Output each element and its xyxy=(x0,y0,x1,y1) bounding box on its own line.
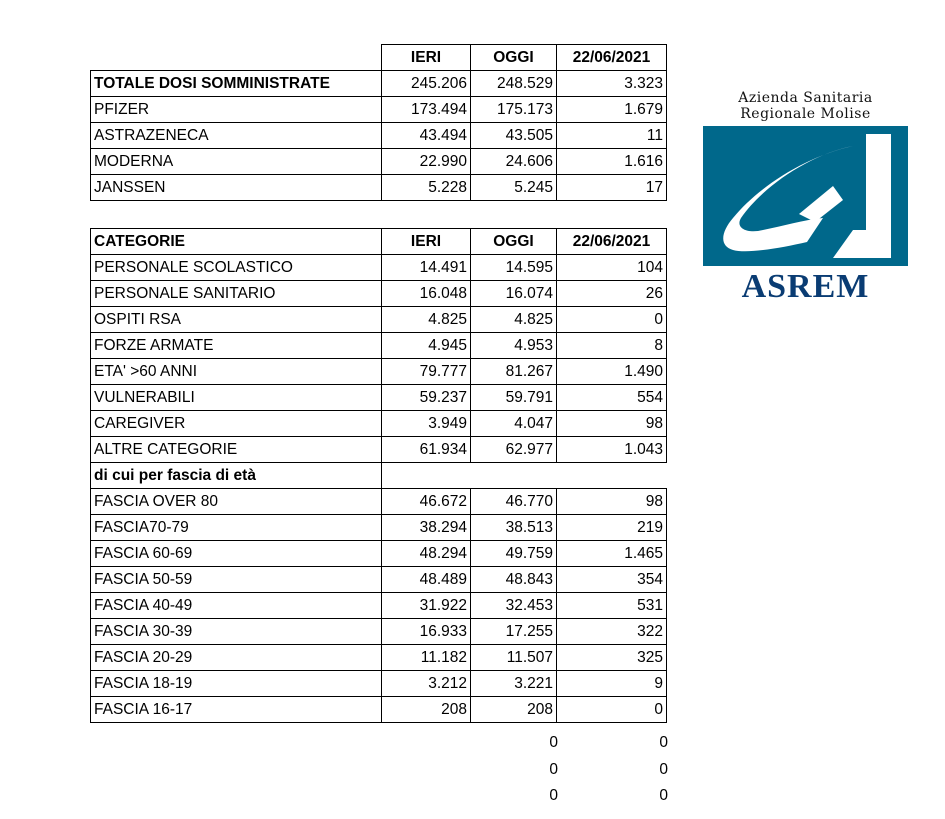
table-row xyxy=(91,97,667,123)
oggi-value: 43.505 xyxy=(471,123,557,149)
ieri-value: 31.922 xyxy=(382,593,471,619)
row-label: ETA' >60 ANNI xyxy=(91,359,382,385)
delta-value: 1.465 xyxy=(557,541,667,567)
table-row xyxy=(91,697,667,723)
ieri-value: 5.228 xyxy=(382,175,471,201)
delta-value: 554 xyxy=(557,385,667,411)
oggi-value: 24.606 xyxy=(471,149,557,175)
ieri-value: 4.945 xyxy=(382,333,471,359)
ieri-value: 208 xyxy=(382,697,471,723)
categories-header: CATEGORIE xyxy=(91,229,382,255)
table-row xyxy=(91,123,667,149)
oggi-value: 17.255 xyxy=(471,619,557,645)
col-header-date: 22/06/2021 xyxy=(557,45,667,71)
row-label: FASCIA 20-29 xyxy=(91,645,382,671)
ieri-value: 4.825 xyxy=(382,307,471,333)
delta-value: 17 xyxy=(557,175,667,201)
table-row xyxy=(91,71,667,97)
ieri-value: 43.494 xyxy=(382,123,471,149)
delta-value: 0 xyxy=(659,787,668,804)
table-row xyxy=(91,333,667,359)
ieri-value: 3.949 xyxy=(382,411,471,437)
oggi-value: 81.267 xyxy=(471,359,557,385)
row-label: FASCIA 60-69 xyxy=(91,541,382,567)
row-label: FASCIA70-79 xyxy=(91,515,382,541)
col-header-date: 22/06/2021 xyxy=(557,229,667,255)
table-header-row xyxy=(91,45,667,71)
oggi-value: 0 xyxy=(549,787,558,804)
ieri-value: 46.672 xyxy=(382,489,471,515)
delta-value: 98 xyxy=(557,411,667,437)
delta-value: 104 xyxy=(557,255,667,281)
ieri-value: 22.990 xyxy=(382,149,471,175)
ieri-value: 14.491 xyxy=(382,255,471,281)
empty-corner-cell xyxy=(91,45,382,71)
table-row xyxy=(91,567,667,593)
table-row xyxy=(91,593,667,619)
delta-value: 531 xyxy=(557,593,667,619)
row-label: PERSONALE SANITARIO xyxy=(91,281,382,307)
delta-value: 9 xyxy=(557,671,667,697)
delta-value: 322 xyxy=(557,619,667,645)
delta-value: 8 xyxy=(557,333,667,359)
row-label: FASCIA OVER 80 xyxy=(91,489,382,515)
ieri-value: 11.182 xyxy=(382,645,471,671)
col-header-oggi: OGGI xyxy=(471,229,557,255)
table-row xyxy=(91,149,667,175)
ieri-value: 59.237 xyxy=(382,385,471,411)
trailing-zeros xyxy=(475,730,671,810)
ieri-value: 48.489 xyxy=(382,567,471,593)
logo-s-icon xyxy=(703,126,908,266)
delta-value: 26 xyxy=(557,281,667,307)
table-row xyxy=(475,783,671,810)
delta-value: 11 xyxy=(557,123,667,149)
row-label: FASCIA 18-19 xyxy=(91,671,382,697)
table-header-row xyxy=(91,229,667,255)
table-row xyxy=(91,645,667,671)
delta-value: 3.323 xyxy=(557,71,667,97)
delta-value: 1.616 xyxy=(557,149,667,175)
col-header-ieri: IERI xyxy=(382,45,471,71)
row-label: MODERNA xyxy=(91,149,382,175)
table-row xyxy=(91,385,667,411)
table-row xyxy=(91,281,667,307)
ieri-value: 79.777 xyxy=(382,359,471,385)
logo-line-2: Regionale Molise xyxy=(740,106,871,122)
oggi-value: 38.513 xyxy=(471,515,557,541)
table-row xyxy=(91,175,667,201)
oggi-value: 59.791 xyxy=(471,385,557,411)
ieri-value: 48.294 xyxy=(382,541,471,567)
oggi-value: 49.759 xyxy=(471,541,557,567)
ieri-value: 3.212 xyxy=(382,671,471,697)
ieri-value: 16.048 xyxy=(382,281,471,307)
oggi-value: 46.770 xyxy=(471,489,557,515)
empty-subheader-cells xyxy=(382,463,667,489)
col-header-oggi: OGGI xyxy=(471,45,557,71)
table-row xyxy=(475,730,671,757)
table-row xyxy=(91,307,667,333)
oggi-value: 48.843 xyxy=(471,567,557,593)
delta-value: 98 xyxy=(557,489,667,515)
categories-table xyxy=(90,228,667,723)
logo-name: ASREM xyxy=(741,268,870,305)
row-label: FASCIA 30-39 xyxy=(91,619,382,645)
row-label: OSPITI RSA xyxy=(91,307,382,333)
oggi-value: 175.173 xyxy=(471,97,557,123)
col-header-ieri: IERI xyxy=(382,229,471,255)
table-row xyxy=(91,619,667,645)
vaccine-doses-table xyxy=(90,44,667,201)
age-subheader: di cui per fascia di età xyxy=(91,463,382,489)
delta-value: 0 xyxy=(659,734,668,751)
ieri-value: 173.494 xyxy=(382,97,471,123)
oggi-value: 0 xyxy=(549,760,558,778)
row-label: PERSONALE SCOLASTICO xyxy=(91,255,382,281)
oggi-value: 62.977 xyxy=(471,437,557,463)
row-label: VULNERABILI xyxy=(91,385,382,411)
oggi-value: 248.529 xyxy=(471,71,557,97)
ieri-value: 245.206 xyxy=(382,71,471,97)
delta-value: 1.043 xyxy=(557,437,667,463)
table-row xyxy=(91,255,667,281)
oggi-value: 3.221 xyxy=(471,671,557,697)
ieri-value: 16.933 xyxy=(382,619,471,645)
oggi-value: 208 xyxy=(471,697,557,723)
logo-emblem xyxy=(703,126,908,266)
oggi-value: 16.074 xyxy=(471,281,557,307)
ieri-value: 38.294 xyxy=(382,515,471,541)
asrem-logo xyxy=(703,90,908,306)
table-row xyxy=(91,411,667,437)
delta-value: 354 xyxy=(557,567,667,593)
delta-value: 0 xyxy=(659,760,668,778)
ieri-value: 61.934 xyxy=(382,437,471,463)
delta-value: 1.490 xyxy=(557,359,667,385)
oggi-value: 14.595 xyxy=(471,255,557,281)
oggi-value: 32.453 xyxy=(471,593,557,619)
row-label: FASCIA 40-49 xyxy=(91,593,382,619)
oggi-value: 4.825 xyxy=(471,307,557,333)
age-subheader-row xyxy=(91,463,667,489)
oggi-value: 5.245 xyxy=(471,175,557,201)
table-row xyxy=(91,671,667,697)
delta-value: 219 xyxy=(557,515,667,541)
row-label: TOTALE DOSI SOMMINISTRATE xyxy=(91,71,382,97)
row-label: CAREGIVER xyxy=(91,411,382,437)
table-row xyxy=(475,757,671,784)
row-label: PFIZER xyxy=(91,97,382,123)
table-row xyxy=(91,541,667,567)
row-label: FASCIA 16-17 xyxy=(91,697,382,723)
oggi-value: 0 xyxy=(549,734,558,751)
row-label: FASCIA 50-59 xyxy=(91,567,382,593)
delta-value: 325 xyxy=(557,645,667,671)
oggi-value: 4.953 xyxy=(471,333,557,359)
oggi-value: 11.507 xyxy=(471,645,557,671)
row-label: ASTRAZENECA xyxy=(91,123,382,149)
table-row xyxy=(91,515,667,541)
table-row xyxy=(91,437,667,463)
delta-value: 0 xyxy=(557,307,667,333)
table-row xyxy=(91,359,667,385)
table-row xyxy=(91,489,667,515)
logo-line-1: Azienda Sanitaria xyxy=(738,90,873,106)
oggi-value: 4.047 xyxy=(471,411,557,437)
row-label: FORZE ARMATE xyxy=(91,333,382,359)
row-label: ALTRE CATEGORIE xyxy=(91,437,382,463)
delta-value: 0 xyxy=(557,697,667,723)
delta-value: 1.679 xyxy=(557,97,667,123)
row-label: JANSSEN xyxy=(91,175,382,201)
